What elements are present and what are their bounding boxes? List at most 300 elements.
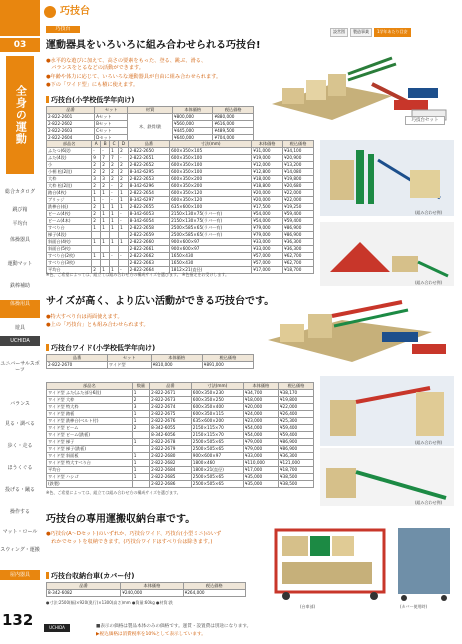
cell: ¥33,000 — [243, 453, 278, 460]
cell: 1 — [132, 453, 149, 460]
cell: 2-822-2654 — [128, 190, 170, 197]
cell: 2 — [92, 169, 101, 176]
cell: ¥240,000 — [121, 590, 183, 597]
example-photo-2 — [320, 222, 454, 286]
cell: ¥54,000 — [252, 211, 283, 218]
cell: 2500×505×65 — [191, 446, 243, 453]
photo-caption: (カバー使用時) — [400, 604, 428, 609]
cell: ¥31,000 — [252, 148, 283, 155]
nav-item[interactable]: マット・ロール — [2, 529, 38, 535]
cell: 鉄棒台(低) — [47, 204, 92, 211]
cell: 2150×130×75(ラバー有) — [170, 218, 252, 225]
cell: 梯子(4段) — [47, 232, 92, 239]
cell: 8-342-6082 — [47, 590, 121, 597]
cell: 900×600×97 — [191, 453, 243, 460]
nav-item[interactable]: 平均台 — [12, 221, 28, 227]
cell: 1800×460 — [191, 460, 243, 467]
badge: 1学年あたり目安 — [374, 28, 411, 37]
cell — [132, 446, 149, 453]
table-row — [47, 474, 314, 481]
table-row — [47, 418, 314, 425]
cell: 2-822-2676 — [150, 418, 192, 425]
cell: - — [101, 148, 110, 155]
th: 税込価格 — [183, 583, 245, 590]
cell: 2150×115×70 — [191, 432, 243, 439]
cell: 8-342-6055 — [150, 425, 192, 432]
table-row — [47, 439, 314, 446]
cell: ¥20,000 — [252, 197, 283, 204]
cell: 2500×505×65 — [191, 481, 243, 488]
cell: 2150×115×70 — [191, 425, 243, 432]
cell: 2 — [119, 169, 128, 176]
cell: すべり台(3枚) — [47, 260, 92, 267]
cell: 1 — [132, 467, 149, 474]
th: 本体価格 — [172, 107, 213, 114]
cell: 2500×585×65(ラバー有) — [170, 225, 252, 232]
cell: ¥57,000 — [252, 253, 283, 260]
example-photo-4 — [320, 448, 454, 506]
th: C — [110, 141, 119, 148]
cell: 3 — [101, 176, 110, 183]
cell: 1 — [132, 460, 149, 467]
cell: ¥20,900 — [283, 155, 314, 162]
cell: 8-342-6054 — [128, 218, 170, 225]
cell: 踏台(4枚) — [47, 190, 92, 197]
cell: 2-822-2662 — [128, 253, 170, 260]
cell: 2-822-2655 — [128, 204, 170, 211]
left-sidebar — [0, 0, 40, 644]
section3-headline: 巧技台の専用運搬収納台車です。 — [46, 514, 196, 525]
section1-table-title: 巧技台(小学校低学年向け) — [46, 96, 134, 104]
table-row — [47, 155, 314, 162]
nav-item[interactable]: 体操器具 — [9, 237, 30, 243]
cell: 2150×130×75(ラバー有) — [170, 211, 252, 218]
cell: ¥62,700 — [283, 260, 314, 267]
cell: 大枠 松(2段) — [47, 183, 92, 190]
cell: 1800×21(直径) — [191, 467, 243, 474]
cell: Aセット — [95, 114, 128, 121]
nav-item[interactable]: 鉄棒補助 — [9, 283, 30, 289]
cell: 8-342-6056 — [150, 432, 192, 439]
cell: 635×600×100 — [170, 204, 252, 211]
cell: ¥19,000 — [252, 155, 283, 162]
th: 税込価格 — [278, 383, 313, 390]
parts1-note: ※色、ご希望によっては、組立ては組み合わせ方の構成サイズを選びます。 ※色指定をお受けします。 — [46, 272, 230, 277]
cell: 1 — [110, 267, 119, 274]
nav-item[interactable]: 運動マット — [7, 261, 33, 267]
cell: 600×350×100 — [170, 155, 252, 162]
cell: 2-822-2664 — [128, 267, 170, 274]
section2-bullet: ●特大すべり台は両面使えます。 — [46, 314, 123, 320]
cell: - — [119, 218, 128, 225]
cell: 2-822-2604 — [47, 135, 95, 142]
cell: - — [110, 190, 119, 197]
cell: - — [119, 267, 128, 274]
cell: ¥22,000 — [283, 197, 314, 204]
cell: 1650×430 — [170, 253, 252, 260]
cell: 小柄 松(2段) — [47, 169, 92, 176]
cell: 900×600×97 — [170, 239, 252, 246]
cell: 1 — [119, 204, 128, 211]
cell — [92, 260, 101, 267]
table-row — [47, 246, 314, 253]
cell: ¥33,000 — [252, 239, 283, 246]
nav-item[interactable]: 歩く・走る — [7, 443, 33, 449]
cell: ¥54,000 — [252, 218, 283, 225]
th: 本体価格 — [252, 141, 283, 148]
table-row — [47, 467, 314, 474]
table-row — [47, 162, 314, 169]
cell: ビーム(4枚) — [47, 211, 92, 218]
cell: ¥86,900 — [283, 232, 314, 239]
parts2-note: ※色、ご希望によっては、組立ては組み合わせ方の構成サイズを選びます。 — [46, 490, 181, 495]
cell: 2-822-2679 — [150, 446, 192, 453]
cell: 2 — [101, 162, 110, 169]
cell: ¥79,000 — [252, 225, 283, 232]
th: 本体価格 — [121, 583, 183, 590]
cell: 1 — [132, 418, 149, 425]
cell: 大枠 — [47, 176, 92, 183]
cell: ¥26,400 — [278, 411, 313, 418]
cell: ¥18,700 — [283, 267, 314, 274]
cell: ブリッジ — [47, 197, 92, 204]
cell: - — [110, 253, 119, 260]
cell: 1 — [119, 190, 128, 197]
chapter-number: 03 — [0, 38, 40, 52]
cell: 2 — [92, 183, 101, 190]
cell: 1 — [101, 253, 110, 260]
cell: 2-822-2601 — [47, 114, 95, 121]
cell: Bセット — [95, 121, 128, 128]
table-row — [47, 590, 246, 597]
section2-bullet: ●上の「巧技台」とも組み合わせられます。 — [46, 322, 149, 328]
parts-table-1 — [46, 140, 314, 274]
section3-bullet: れかでセットを収納できます。(巧技台ワイドはすべり台は除きます。) — [46, 539, 213, 545]
cell: ¥704,000 — [213, 135, 254, 142]
nav-item-active[interactable]: 屋内器具 — [0, 570, 40, 580]
cell: 2-822-2680 — [150, 453, 192, 460]
cell: ¥19,250 — [283, 204, 314, 211]
th: A — [92, 141, 101, 148]
cell: ¥121,000 — [278, 460, 313, 467]
cell — [110, 246, 119, 253]
example-photo-1 — [320, 140, 454, 216]
section2-table-title: 巧技台ワイド(小学校低学年向け) — [46, 344, 155, 352]
cart-photo — [270, 520, 390, 602]
cell: 1 — [101, 267, 110, 274]
section1-bullet: ●年齢や体力に応じて、いろいろな運動器具が自由に組み合わせられます。 — [46, 74, 222, 80]
cell: ¥445,000 — [172, 128, 213, 135]
cell — [101, 260, 110, 267]
category-tag: 巧技台 — [46, 26, 80, 33]
cell: ¥17,000 — [243, 467, 278, 474]
cell: 2-822-2675 — [150, 411, 192, 418]
cell: 1 — [101, 218, 110, 225]
cell — [119, 232, 128, 239]
wide-set-photo — [262, 292, 456, 370]
cell: 2 — [119, 148, 128, 155]
table-row — [47, 114, 254, 121]
cell: 1 — [110, 218, 119, 225]
cell: - — [92, 148, 101, 155]
table-row — [47, 253, 314, 260]
cell: 小 — [47, 162, 92, 169]
nav-item[interactable]: バランス — [10, 401, 30, 407]
cell: ワイド型 大枠 — [47, 397, 133, 404]
cell: ¥38,500 — [278, 474, 313, 481]
cell: ¥36,300 — [283, 246, 314, 253]
cell: ¥20,000 — [252, 190, 283, 197]
table-row — [47, 211, 314, 218]
th: 品番 — [47, 583, 121, 590]
nav-item[interactable]: 操作する — [9, 509, 30, 515]
table-row — [47, 225, 314, 232]
nav-item[interactable]: ユニバーサルスポーツ — [0, 361, 40, 373]
th: 寸法(mm) — [191, 383, 243, 390]
cell: - — [119, 155, 128, 162]
cell: 1 — [132, 411, 149, 418]
cell: ワイド型 — [107, 362, 151, 369]
cell: 9 — [92, 155, 101, 162]
cell: 600×350×400 — [191, 404, 243, 411]
cell: 600×350×120 — [170, 197, 252, 204]
cell: - — [119, 253, 128, 260]
nav-item[interactable]: 遊具 — [14, 325, 25, 331]
th: 本体価格 — [243, 383, 278, 390]
cell: ¥86,900 — [278, 446, 313, 453]
parts-table-2 — [46, 382, 314, 488]
cell — [101, 232, 110, 239]
cell: 2 — [110, 169, 119, 176]
cell: ¥86,900 — [278, 439, 313, 446]
cell: ¥18,000 — [243, 397, 278, 404]
section2-headline: サイズが高く、より広い活動ができる巧技台です。 — [46, 296, 275, 307]
th: 税込価格 — [213, 107, 254, 114]
section-icon — [44, 6, 56, 18]
cell: 2-822-2661 — [128, 246, 170, 253]
section1-bullet: ●水平的な遊びに加えて、高さの要素をもった、登る、跳ぶ、滑る、 — [46, 58, 207, 64]
cell: 2-822-2663 — [128, 260, 170, 267]
cell: ¥12,000 — [252, 162, 283, 169]
table-row — [47, 239, 314, 246]
cell: ビーム(4本) — [47, 218, 92, 225]
cell: ¥59,400 — [278, 425, 313, 432]
cell: 600×350×105 — [170, 148, 252, 155]
cell: Cセット — [95, 128, 128, 135]
cell: ¥79,000 — [243, 446, 278, 453]
cell: ワイド型 ビーム — [47, 425, 133, 432]
wide-price-table — [46, 354, 254, 369]
cell: 2 — [101, 169, 110, 176]
nav-item[interactable]: 投げる・蹴る — [4, 487, 35, 493]
cell: すべり台(2枚) — [47, 253, 92, 260]
cell — [119, 246, 128, 253]
cell: ¥19,800 — [278, 397, 313, 404]
cell: 2 — [92, 204, 101, 211]
th: B — [101, 141, 110, 148]
cell: 1 — [101, 204, 110, 211]
cell: ¥36,300 — [283, 239, 314, 246]
cell — [101, 246, 110, 253]
cell: 1 — [119, 225, 128, 232]
cell — [132, 432, 149, 439]
cell: 2 — [119, 183, 128, 190]
cell: ¥25,300 — [278, 418, 313, 425]
cell: ワイド型 ハシゴ — [47, 474, 133, 481]
cell: 1 — [119, 239, 128, 246]
cell: 2-822-2652 — [128, 162, 170, 169]
cell: ¥20,680 — [283, 183, 314, 190]
cell: ワイド型 斜面板 — [47, 453, 133, 460]
cell: 7 — [110, 155, 119, 162]
cell: - — [110, 183, 119, 190]
cell: 斜面台(5枚) — [47, 246, 92, 253]
page-number: 132 — [2, 611, 34, 629]
cell: Dセット — [95, 135, 128, 142]
cell: 1 — [92, 190, 101, 197]
cell: 木、鉄骨/鉄 — [128, 114, 173, 142]
cart-price-table — [46, 582, 246, 597]
cell: 600×350×100 — [170, 169, 252, 176]
nav-item[interactable]: 見る・調べる — [4, 421, 35, 427]
th: 税込価格 — [202, 355, 253, 362]
page-title: 巧技台 — [60, 6, 90, 17]
table-row — [47, 453, 314, 460]
cell: 2 — [92, 162, 101, 169]
sidebar-top-band — [0, 0, 40, 36]
cell: 2 — [92, 267, 101, 274]
table-row — [47, 183, 314, 190]
cell: 1650×430 — [170, 260, 252, 267]
cell: 1 — [92, 197, 101, 204]
cell: 1 — [101, 239, 110, 246]
cell: ¥22,000 — [278, 404, 313, 411]
cell: ¥810,000 — [151, 362, 202, 369]
cell: ¥13,200 — [283, 162, 314, 169]
cell: 2500×585×65(ラバー有) — [170, 232, 252, 239]
table-row — [47, 176, 314, 183]
cell: ¥62,700 — [283, 253, 314, 260]
cell: 2 — [92, 211, 101, 218]
nav-item-active[interactable]: 体操用具 — [0, 300, 40, 318]
cell — [110, 232, 119, 239]
th: D — [119, 141, 128, 148]
cell: ワイド型 踏板 — [47, 411, 133, 418]
cell: ¥54,000 — [243, 425, 278, 432]
nav-item[interactable]: 総合カタログ — [4, 189, 35, 195]
cell: ¥560,000 — [172, 121, 213, 128]
cell: ¥891,000 — [202, 362, 253, 369]
cell: ¥59,400 — [283, 218, 314, 225]
cell: 2-822-2658 — [128, 225, 170, 232]
cell: 8-342-6295 — [128, 169, 170, 176]
photo-caption: (組み合わせ例) — [415, 500, 443, 505]
cell: 1 — [119, 197, 128, 204]
cell: 1 — [101, 211, 110, 218]
th: 品番 — [47, 107, 95, 114]
footer-line-1: ■表示の価格は製品本体のみの価格です。運賃・設置費は別途になります。 — [96, 624, 252, 629]
cell: 8-342-6053 — [128, 211, 170, 218]
cell: ¥38,500 — [278, 481, 313, 488]
cell: ¥57,000 — [252, 260, 283, 267]
cell: ¥59,400 — [283, 211, 314, 218]
cell: 1 — [101, 190, 110, 197]
cell: ¥59,400 — [278, 432, 313, 439]
nav-item[interactable]: ほうくぐる — [7, 465, 33, 471]
cell: ¥22,000 — [283, 190, 314, 197]
cell: ¥35,000 — [243, 474, 278, 481]
cell: ¥36,300 — [278, 453, 313, 460]
cell: 2500×505×65 — [191, 439, 243, 446]
cell: ¥35,000 — [243, 481, 278, 488]
cell: 2-822-2674 — [150, 404, 192, 411]
cart-cover-photo — [394, 520, 454, 602]
cell: ¥18,700 — [278, 467, 313, 474]
cell: 900×600×97 — [170, 246, 252, 253]
cell: 平均台 — [47, 267, 92, 274]
cell: ワイド型 特大すべり台 — [47, 460, 133, 467]
cell: ¥800,000 — [172, 114, 213, 121]
cell: ¥54,000 — [243, 432, 278, 439]
th: 材質 — [128, 107, 173, 114]
table-row — [47, 148, 314, 155]
nav-item[interactable]: スウィング・運搬 — [0, 547, 40, 553]
cell — [110, 260, 119, 267]
cell: 2-822-2682 — [150, 460, 192, 467]
cell: ¥14,080 — [283, 169, 314, 176]
cell: 2 — [119, 176, 128, 183]
cell: 2 — [119, 162, 128, 169]
cell: ワイド型 鉄棒台(ベルト付) — [47, 418, 133, 425]
cell: 1 — [132, 474, 149, 481]
cell: 7 — [101, 155, 110, 162]
table-row — [47, 362, 254, 369]
photo-caption: (組み合わせ例) — [415, 210, 443, 215]
nav-item[interactable]: UCHIDA — [0, 336, 40, 346]
cell: 2-822-2673 — [150, 397, 192, 404]
cell: 1 — [92, 239, 101, 246]
cell: 1 — [110, 204, 119, 211]
table-row — [47, 260, 314, 267]
cell: - — [101, 197, 110, 204]
cell: ワイド型 梯子(鉄板) — [47, 446, 133, 453]
th: 品番 — [150, 383, 192, 390]
table-row — [47, 481, 314, 488]
cell: 2-822-2653 — [128, 176, 170, 183]
cell: ¥17,000 — [252, 267, 283, 274]
cell: ¥616,000 — [213, 121, 254, 128]
table-row — [47, 460, 314, 467]
nav-item[interactable]: 跳び箱 — [12, 207, 28, 213]
th: セット — [95, 107, 128, 114]
section3-bullet: ●巧技台(A〜Dセット)のいずれか、巧技台ワイド、巧技台(小型ミニ)のいず — [46, 531, 222, 537]
cell: ¥20,000 — [243, 404, 278, 411]
chapter-title: 全身の運動 — [6, 56, 34, 174]
cell: ¥17,500 — [252, 204, 283, 211]
cell: 635×600×200 — [191, 418, 243, 425]
cell: ¥34,100 — [283, 148, 314, 155]
cell: ワイド型 特大枠 — [47, 404, 133, 411]
footer-line-2: ▶税込価格は消費税率を10%として表示しています。 — [96, 632, 206, 637]
cell: 1 — [132, 390, 149, 397]
set-price-table — [46, 106, 254, 142]
cell: 2-822-2684 — [150, 467, 192, 474]
photo-caption: 巧技台セット — [405, 116, 445, 125]
cell: ¥264,000 — [183, 590, 245, 597]
photo-caption: (台車部) — [300, 604, 316, 609]
cell: ¥18,800 — [252, 183, 283, 190]
cell: ワイド型 ビーム(鉄板) — [47, 432, 133, 439]
